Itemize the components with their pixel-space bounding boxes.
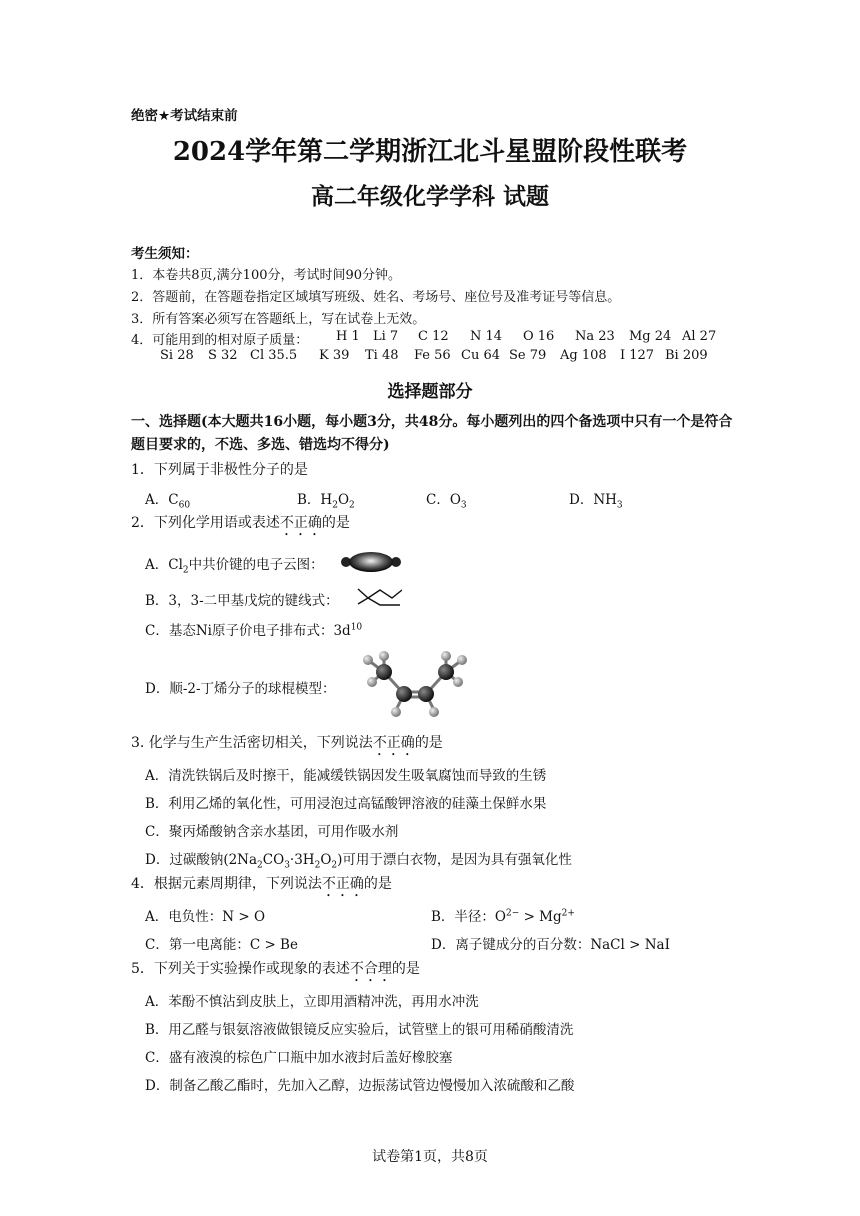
q1-stem: 1．下列属于非极性分子的是 — [131, 462, 308, 478]
mass-o: O 16 — [523, 329, 555, 344]
part-one-instructions: 一、选择题(本大题共16小题，每小题3分，共48分。每小题列出的四个备选项中只有一个是符合题目要求的，不选、多选、错选均不得分) — [131, 414, 733, 453]
notice-item-1: 1．本卷共8页,满分100分，考试时间90分钟。 — [131, 268, 402, 283]
mass-se: Se 79 — [509, 348, 547, 363]
exam-subtitle: 高二年级化学学科 试题 — [310, 183, 549, 210]
mass-si: Si 28 — [160, 348, 194, 363]
mass-ti: Ti 48 — [365, 348, 399, 363]
mass-c: C 12 — [418, 329, 449, 344]
notice-item-2: 2．答题前，在答题卷指定区域填写班级、姓名、考场号、座位号及准考证号等信息。 — [131, 290, 621, 305]
q3-option-c: C．聚丙烯酸钠含亲水基团，可用作吸水剂 — [145, 824, 399, 840]
q2-option-a: A．$Cl_2$中共价键的电子云图： — [145, 557, 324, 576]
skeletal-formula-icon — [356, 586, 402, 606]
q3-option-a: A．清洗铁锅后及时擦干，能减缓铁锅因发生吸氧腐蚀而导致的生锈 — [145, 768, 547, 784]
mass-k: K 39 — [319, 348, 350, 363]
q1-option-a: A．$C_{60}$ — [145, 492, 191, 511]
q1-option-d: D．$NH_3$ — [569, 492, 623, 511]
ball-stick-model-icon — [356, 650, 474, 720]
notice-item-4: 4．可能用到的相对原子质量： — [131, 333, 309, 348]
q4-option-a: A．电负性：N > O — [145, 909, 266, 925]
mass-fe: Fe 56 — [414, 348, 451, 363]
q2-option-b: B．3，3-二甲基戊烷的键线式： — [145, 593, 339, 609]
q5-option-d: D．制备乙酸乙酯时，先加入乙醇，边振荡试管边慢慢加入浓硫酸和乙酸 — [145, 1078, 575, 1094]
q2-stem: 2．下列化学用语或表述不正确的是 — [131, 515, 350, 531]
mass-al: Al 27 — [682, 329, 717, 344]
mass-cl: Cl 35.5 — [250, 348, 298, 363]
notice-title: 考生须知： — [131, 246, 199, 262]
mass-ag: Ag 108 — [560, 348, 607, 363]
electron-cloud-icon — [340, 551, 402, 573]
mass-i: I 127 — [620, 348, 655, 363]
mass-cu: Cu 64 — [461, 348, 500, 363]
q4-option-d: D．离子键成分的百分数：NaCl > NaI — [431, 937, 670, 953]
section-title: 选择题部分 — [387, 382, 473, 402]
secret-label: 绝密★考试结束前 — [131, 108, 238, 124]
q5-option-b: B．用乙醛与银氨溶液做银镜反应实验后，试管壁上的银可用稀硝酸清洗 — [145, 1022, 574, 1038]
mass-s: S 32 — [208, 348, 238, 363]
q5-stem: 5．下列关于实验操作或现象的表述不合理的是 — [131, 961, 420, 977]
q3-option-d: D．过碳酸钠$(2Na_2CO_3\cdot 3H_2O_2)$可用于漂白衣物，是因为具有强氧化性 — [145, 852, 572, 871]
q2-option-c: C．基态Ni原子价电子排布式：$3d^{10}$ — [145, 622, 363, 639]
mass-h: H 1 — [336, 329, 360, 344]
q3-option-b: B．利用乙烯的氧化性，可用浸泡过高锰酸钾溶液的硅藻土保鲜水果 — [145, 796, 547, 812]
q2-option-d: D．顺-2-丁烯分子的球棍模型： — [145, 681, 336, 697]
notice-item-3: 3．所有答案必须写在答题纸上，写在试卷上无效。 — [131, 312, 426, 327]
q4-option-b: B．半径：$O^{2-} > Mg^{2+}$ — [431, 908, 575, 925]
q1-option-c: C．$O_3$ — [426, 492, 467, 511]
exam-title: 2024学年第二学期浙江北斗星盟阶段性联考 — [172, 137, 688, 167]
q5-option-c: C．盛有液溴的棕色广口瓶中加水液封后盖好橡胶塞 — [145, 1050, 453, 1066]
mass-n: N 14 — [470, 329, 503, 344]
q4-option-c: C．第一电离能：C > Be — [145, 937, 298, 953]
mass-mg: Mg 24 — [629, 329, 672, 344]
mass-bi: Bi 209 — [665, 348, 708, 363]
page-footer: 试卷第1页，共8页 — [372, 1149, 488, 1165]
mass-na: Na 23 — [575, 329, 615, 344]
mass-li: Li 7 — [373, 329, 399, 344]
q1-option-b: B．$H_2O_2$ — [297, 492, 355, 511]
q4-stem: 4．根据元素周期律，下列说法不正确的是 — [131, 876, 392, 892]
q3-stem: 3. 化学与生产生活密切相关，下列说法不正确的是 — [131, 735, 443, 751]
q5-option-a: A．苯酚不慎沾到皮肤上，立即用酒精冲洗，再用水冲洗 — [145, 994, 479, 1010]
